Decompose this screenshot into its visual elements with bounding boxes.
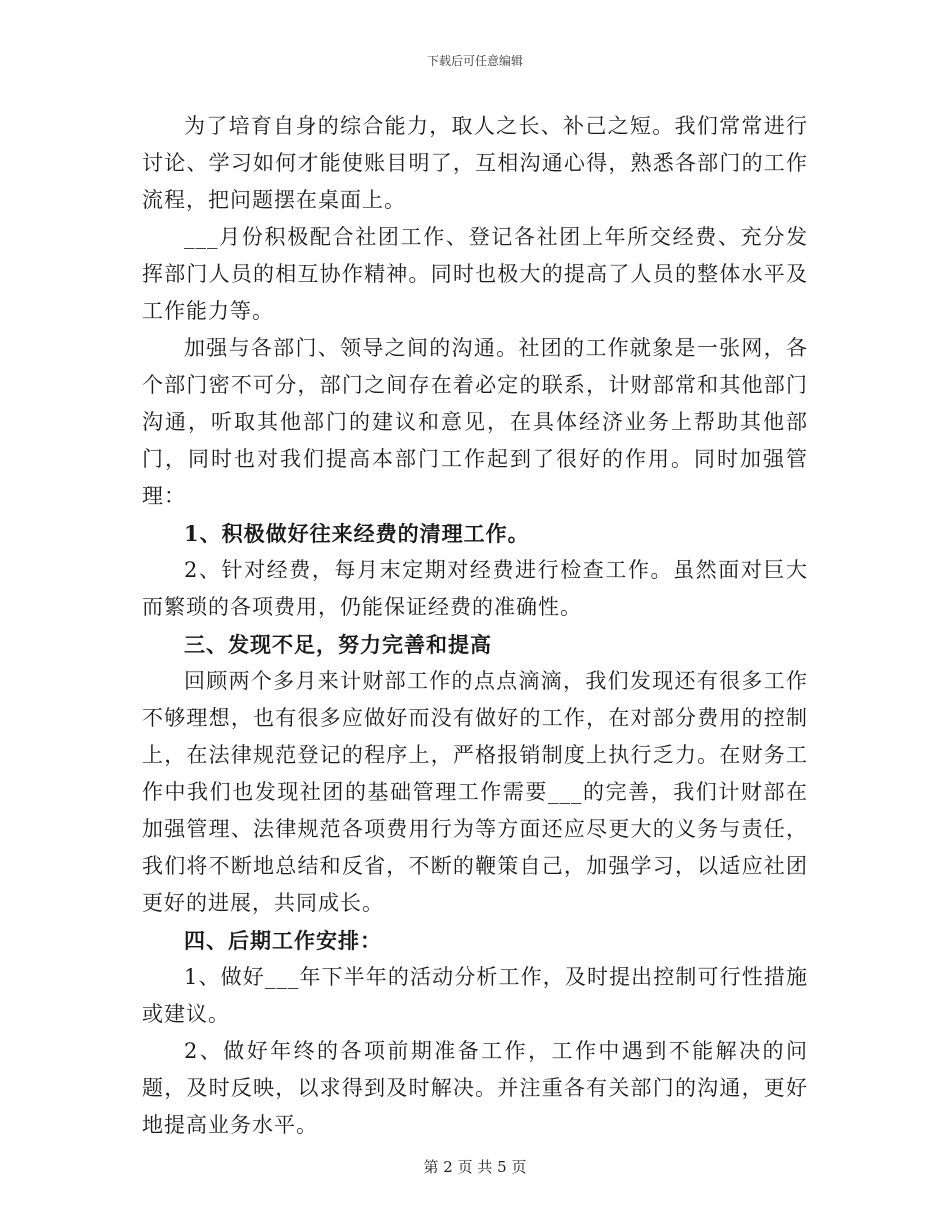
page-footer: 第 2 页 共 5 页 (423, 1158, 527, 1176)
paragraph-3: 加强与各部门、领导之间的沟通。社团的工作就象是一张网，各个部门密不可分，部门之间存在着必定的联系，计财部常和其他部门沟通，听取其他部门的建议和意见，在具体经济业务上帮助其他部门，同时也对我们提高本部门工作起到了很好的作用。同时加强管理： (142, 336, 808, 508)
paragraph-1: 为了培育自身的综合能力，取人之长、补己之短。我们常常进行讨论、学习如何才能使账目明了，互相沟通心得，熟悉各部门的工作流程，把问题摆在桌面上。 (142, 114, 808, 212)
document-body (142, 108, 808, 1144)
page-header: 下载后可任意编辑 (426, 54, 523, 68)
paragraph-10: 2、做好年终的各项前期准备工作，工作中遇到不能解决的问题，及时反映，以求得到及时解决。并注重各有关部门的沟通，更好地提高业务水平。 (142, 1039, 808, 1137)
section-heading-3: 三、发现不足，努力完善和提高 (184, 632, 492, 657)
paragraph-5: 2、针对经费，每月末定期对经费进行检查工作。虽然面对巨大而繁琐的各项费用，仍能保证经费的准确性。 (142, 558, 808, 619)
paragraph-4-heading: 1、积极做好往来经费的清理工作。 (184, 521, 530, 546)
section-heading-4: 四、后期工作安排： (184, 928, 382, 953)
paragraph-9: 1、做好___年下半年的活动分析工作，及时提出控制可行性措施或建议。 (142, 965, 808, 1026)
paragraph-2: ___月份积极配合社团工作、登记各社团上年所交经费、充分发挥部门人员的相互协作精神。同时也极大的提高了人员的整体水平及工作能力等。 (142, 225, 808, 323)
paragraph-7: 回顾两个多月来计财部工作的点点滴滴，我们发现还有很多工作不够理想，也有很多应做好而没有做好的工作，在对部分费用的控制上，在法律规范登记的程序上，严格报销制度上执行乏力。在财务工作中我们也发现社团的基础管理工作需要___的完善，我们计财部在加强管理、法律规范各项费用行为等方面还应尽更大的义务与责任，我们将不断地总结和反省，不断的鞭策自己，加强学习，以适应社团更好的进展，共同成长。 (142, 669, 808, 915)
